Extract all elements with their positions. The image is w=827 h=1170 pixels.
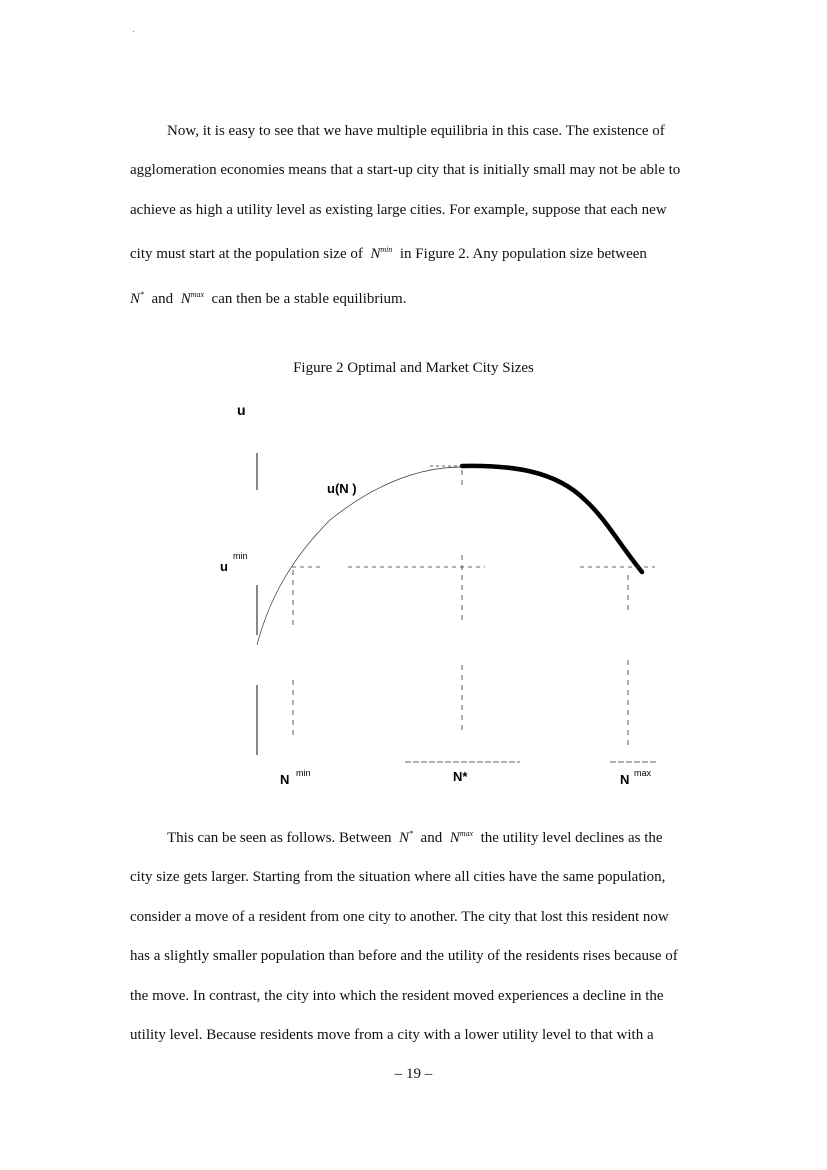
text-line: agglomeration economies means that a start-up city that is initially small may not be able to — [130, 162, 681, 179]
figure-title: Figure 2 Optimal and Market City Sizes — [293, 360, 534, 376]
paragraph-explanation — [130, 814, 750, 1055]
n-max-label: N — [620, 772, 630, 787]
text-line: N* and $N^{max}$ can then be a stable equilibrium. — [130, 289, 407, 307]
paragraph-equilibria — [130, 112, 750, 319]
text-line: city must start at the population size of $N^{min}$ in Figure 2. Any population size between — [130, 245, 647, 263]
u-min-superscript: min — [233, 551, 248, 561]
y-axis-label: u — [237, 402, 246, 418]
u-min-label: u — [220, 559, 228, 574]
n-min-symbol: $N^{min}$ — [370, 245, 393, 263]
curve-label: u(N ) — [327, 481, 357, 496]
text-line: the move. In contrast, the city into which the resident moved experiences a decline in the — [130, 987, 664, 1004]
n-star-symbol: N* — [130, 289, 145, 307]
n-max-symbol: $N^{max}$ — [449, 829, 474, 846]
n-star-label: N* — [453, 769, 468, 784]
n-min-label: N — [280, 772, 290, 787]
figure-2-diagram — [200, 395, 680, 795]
text-line: consider a move of a resident from one city to another. The city that lost this resident now — [130, 908, 669, 925]
text-line: achieve as high a utility level as existing large cities. For example, suppose that each new — [130, 201, 667, 218]
n-max-symbol: $N^{max}$ — [180, 289, 205, 307]
text-line: utility level. Because residents move from a city with a lower utility level to that with a — [130, 1027, 654, 1044]
text-line: Now, it is easy to see that we have multiple equilibria in this case. The existence of — [167, 123, 665, 139]
scan-speck — [133, 31, 134, 32]
text-line: has a slightly smaller population than before and the utility of the residents rises because of — [130, 948, 678, 965]
page-number: – 19 – — [394, 1066, 433, 1082]
utility-curve-stable-segment — [462, 466, 642, 572]
utility-curve-rising — [257, 467, 462, 645]
n-star-symbol: N* — [399, 829, 414, 846]
n-max-superscript: max — [634, 768, 652, 778]
text-line: city size gets larger. Starting from the situation where all cities have the same population, — [130, 869, 666, 886]
n-min-superscript: min — [296, 768, 311, 778]
text-line: This can be seen as follows. Between N* and $N^{max}$ the utility level declines as the — [167, 829, 663, 846]
